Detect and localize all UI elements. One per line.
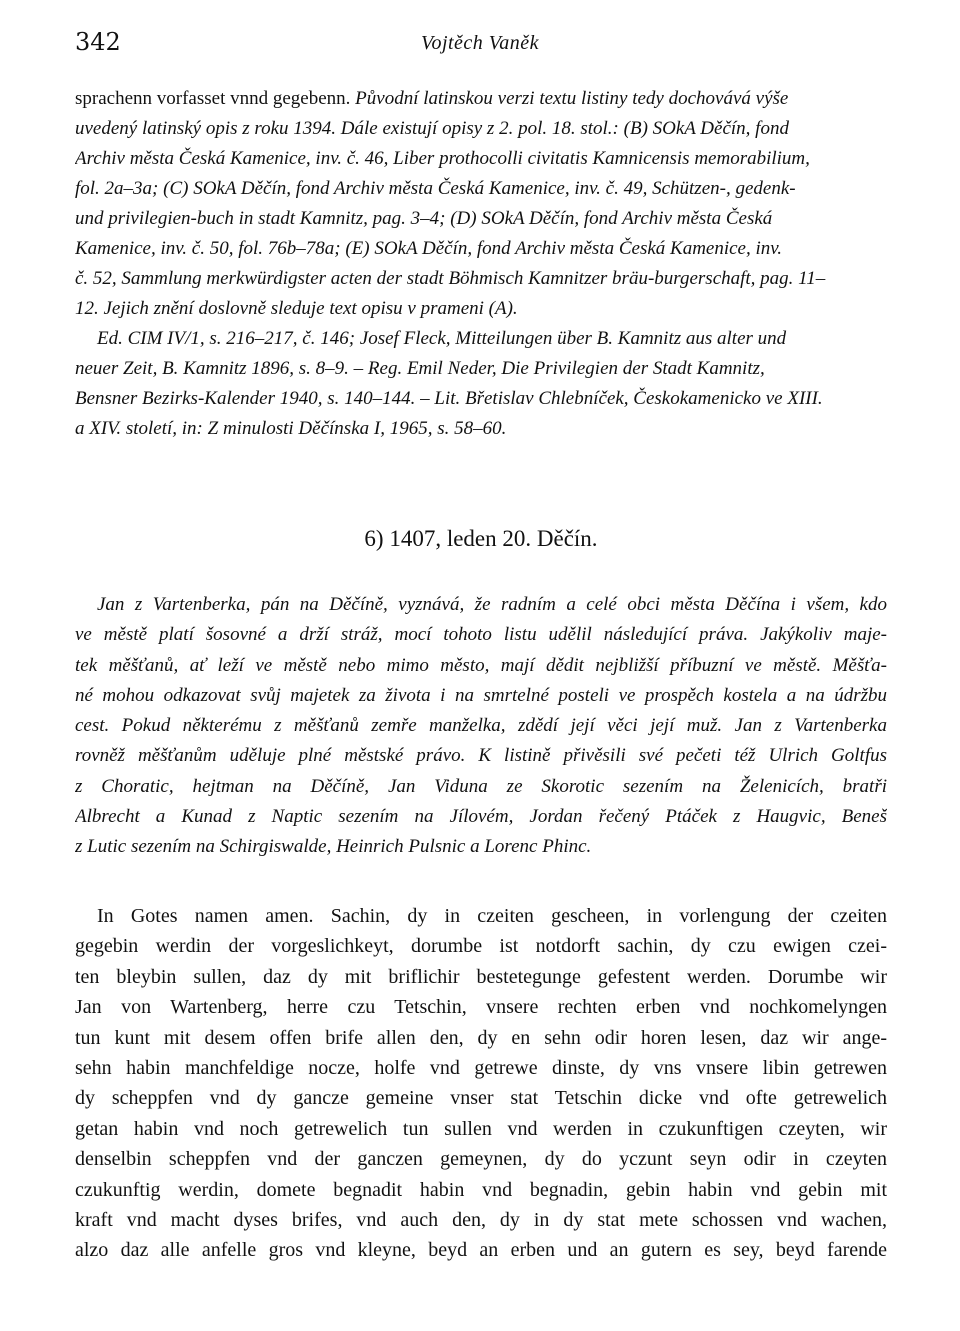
running-head [75, 28, 885, 68]
note-line: Archiv města Česká Kamenice, inv. č. 46, Liber prothocolli civitatis Kamnicensis memorabilium, [75, 148, 810, 169]
text-line: czukunftig werdin, domete begnadit habin vnd begnadin, gebin habin vnd gebin mit [75, 1178, 887, 1201]
regest-line: ve městě platí šosovné a drží stráž, mocí tohoto listu udělil následující práva. Jakýkoliv maje- [75, 624, 887, 646]
text-line: sehn habin manchfeldige nocze, holfe vnd getrewe dinste, dy vns vnsere libin getrewen [75, 1057, 887, 1080]
note-line: neuer Zeit, B. Kamnitz 1896, s. 8–9. – Reg. Emil Neder, Die Privilegien der Stadt Kamnitz, [75, 358, 765, 379]
text-line: gegebin werdin der vorgeslichkeyt, dorumbe ist notdorft sachin, dy czu ewigen czei- [75, 935, 887, 958]
text-line: kraft vnd macht dyses brifes, vnd auch den, dy in dy stat mete schossen vnd wachen, [75, 1209, 887, 1232]
text-line: denselbin scheppfen vnd der ganczen gemeynen, dy do yczunt seyn odir in czeyten [75, 1148, 887, 1171]
regest-line: tek měšťanů, ať leží ve městě nebo mimo město, mají dědit nejbližší příbuzní ve městě. Měšťa- [75, 654, 887, 676]
text-line: alzo daz alle anfelle gros vnd kleyne, beyd an erben und an gutern es sey, beyd farende [75, 1239, 887, 1262]
note-line: Kamenice, inv. č. 50, fol. 76b–78a; (E) SOkA Děčín, fond Archiv města Česká Kamenice, inv. [75, 238, 783, 259]
note-line: Bensner Bezirks-Kalender 1940, s. 140–144. – Lit. Břetislav Chlebníček, Českokamenicko ve XIII. [75, 388, 823, 409]
text-line: dy scheppfen vnd dy gancze gemeine vnser stat Tetschin dicke vnd ofte getrewelich [75, 1087, 887, 1110]
regest-line: z Choratic, hejtman na Děčíně, Jan Viduna ze Skorotic sezením na Želenicích, bratři [75, 775, 887, 797]
charter-text [75, 901, 887, 1266]
note-line: uvedený latinský opis z roku 1394. Dále existují opisy z 2. pol. 18. stol.: (B) SOkA Děčín, fond [75, 118, 789, 139]
note-line: 12. Jejich znění doslovně sleduje text opisu v prameni (A). [75, 298, 518, 319]
page-number: 342 [75, 28, 121, 56]
note-line-italic: Původní latinskou verzi textu listiny tedy dochovává výše [355, 88, 789, 109]
note-line [75, 84, 887, 114]
note-line: und privilegien-buch in stadt Kamnitz, pag. 3–4; (D) SOkA Děčín, fond Archiv města Česká [75, 208, 773, 229]
note-line: č. 52, Sammlung merkwürdigster acten der stadt Böhmisch Kamnitzer bräu-burgerschaft, pag. 11– [75, 268, 826, 289]
running-title: Vojtěch Vaněk [420, 32, 540, 54]
text-line: tun kunt mit desem offen brife allen den, dy en sehn odir horen lesen, daz wir ange- [75, 1026, 887, 1049]
document-heading: 6) 1407, leden 20. Děčín. [364, 526, 598, 551]
edition-line: Ed. CIM IV/1, s. 216–217, č. 146; Josef Fleck, Mitteilungen über B. Kamnitz aus alter und [97, 328, 787, 349]
note-line: fol. 2a–3a; (C) SOkA Děčín, fond Archiv města Česká Kamenice, inv. č. 49, Schützen-, gedenk- [75, 178, 796, 199]
regest-line: Albrecht a Kunad z Naptic sezením na Jílovém, Jordan řečený Ptáček z Haugvic, Beneš [75, 806, 887, 828]
regest-line: z Lutic sezením na Schirgiswalde, Heinrich Pulsnic a Lorenc Phinc. [75, 836, 592, 858]
note-line: a XIV. století, in: Z minulosti Děčínska I, 1965, s. 58–60. [75, 418, 507, 439]
text-line: ten bleybin sullen, daz dy mit briflichir bestetegunge gefestent werden. Dorumbe wir [75, 965, 887, 988]
regest-line: Jan z Vartenberka, pán na Děčíně, vyznává, že radním a celé obci města Děčína i všem, kdo [97, 594, 887, 615]
regest-line: né mohou odkazovat svůj majetek za života i na smrtelné posteli ve prospěch kostela a na údržbu [75, 684, 887, 706]
note-line-upright: sprachenn vorfasset vnnd gegebenn. [75, 88, 356, 109]
regest-line: cest. Pokud některému z měšťanů zemře manželka, zdědí její věci její muž. Jan z Vartenberka [75, 715, 887, 737]
regest-line: rovněž měšťanům uděluje plné městské právo. K listině přivěsili své pečeti též Ulrich Goltfus [75, 745, 887, 767]
text-line: In Gotes namen amen. Sachin, dy in czeiten gescheen, in vorlengung der czeiten [97, 905, 887, 927]
regest-paragraph [75, 590, 887, 863]
text-line: Jan von Wartenberg, herre czu Tetschin, vnsere rechten erben vnd nochkomelyngen [75, 996, 887, 1019]
text-line: getan habin vnd noch getrewelich tun sullen vnd werden in czukunftigen czeyten, wir [75, 1117, 887, 1140]
editorial-notes [75, 84, 887, 444]
